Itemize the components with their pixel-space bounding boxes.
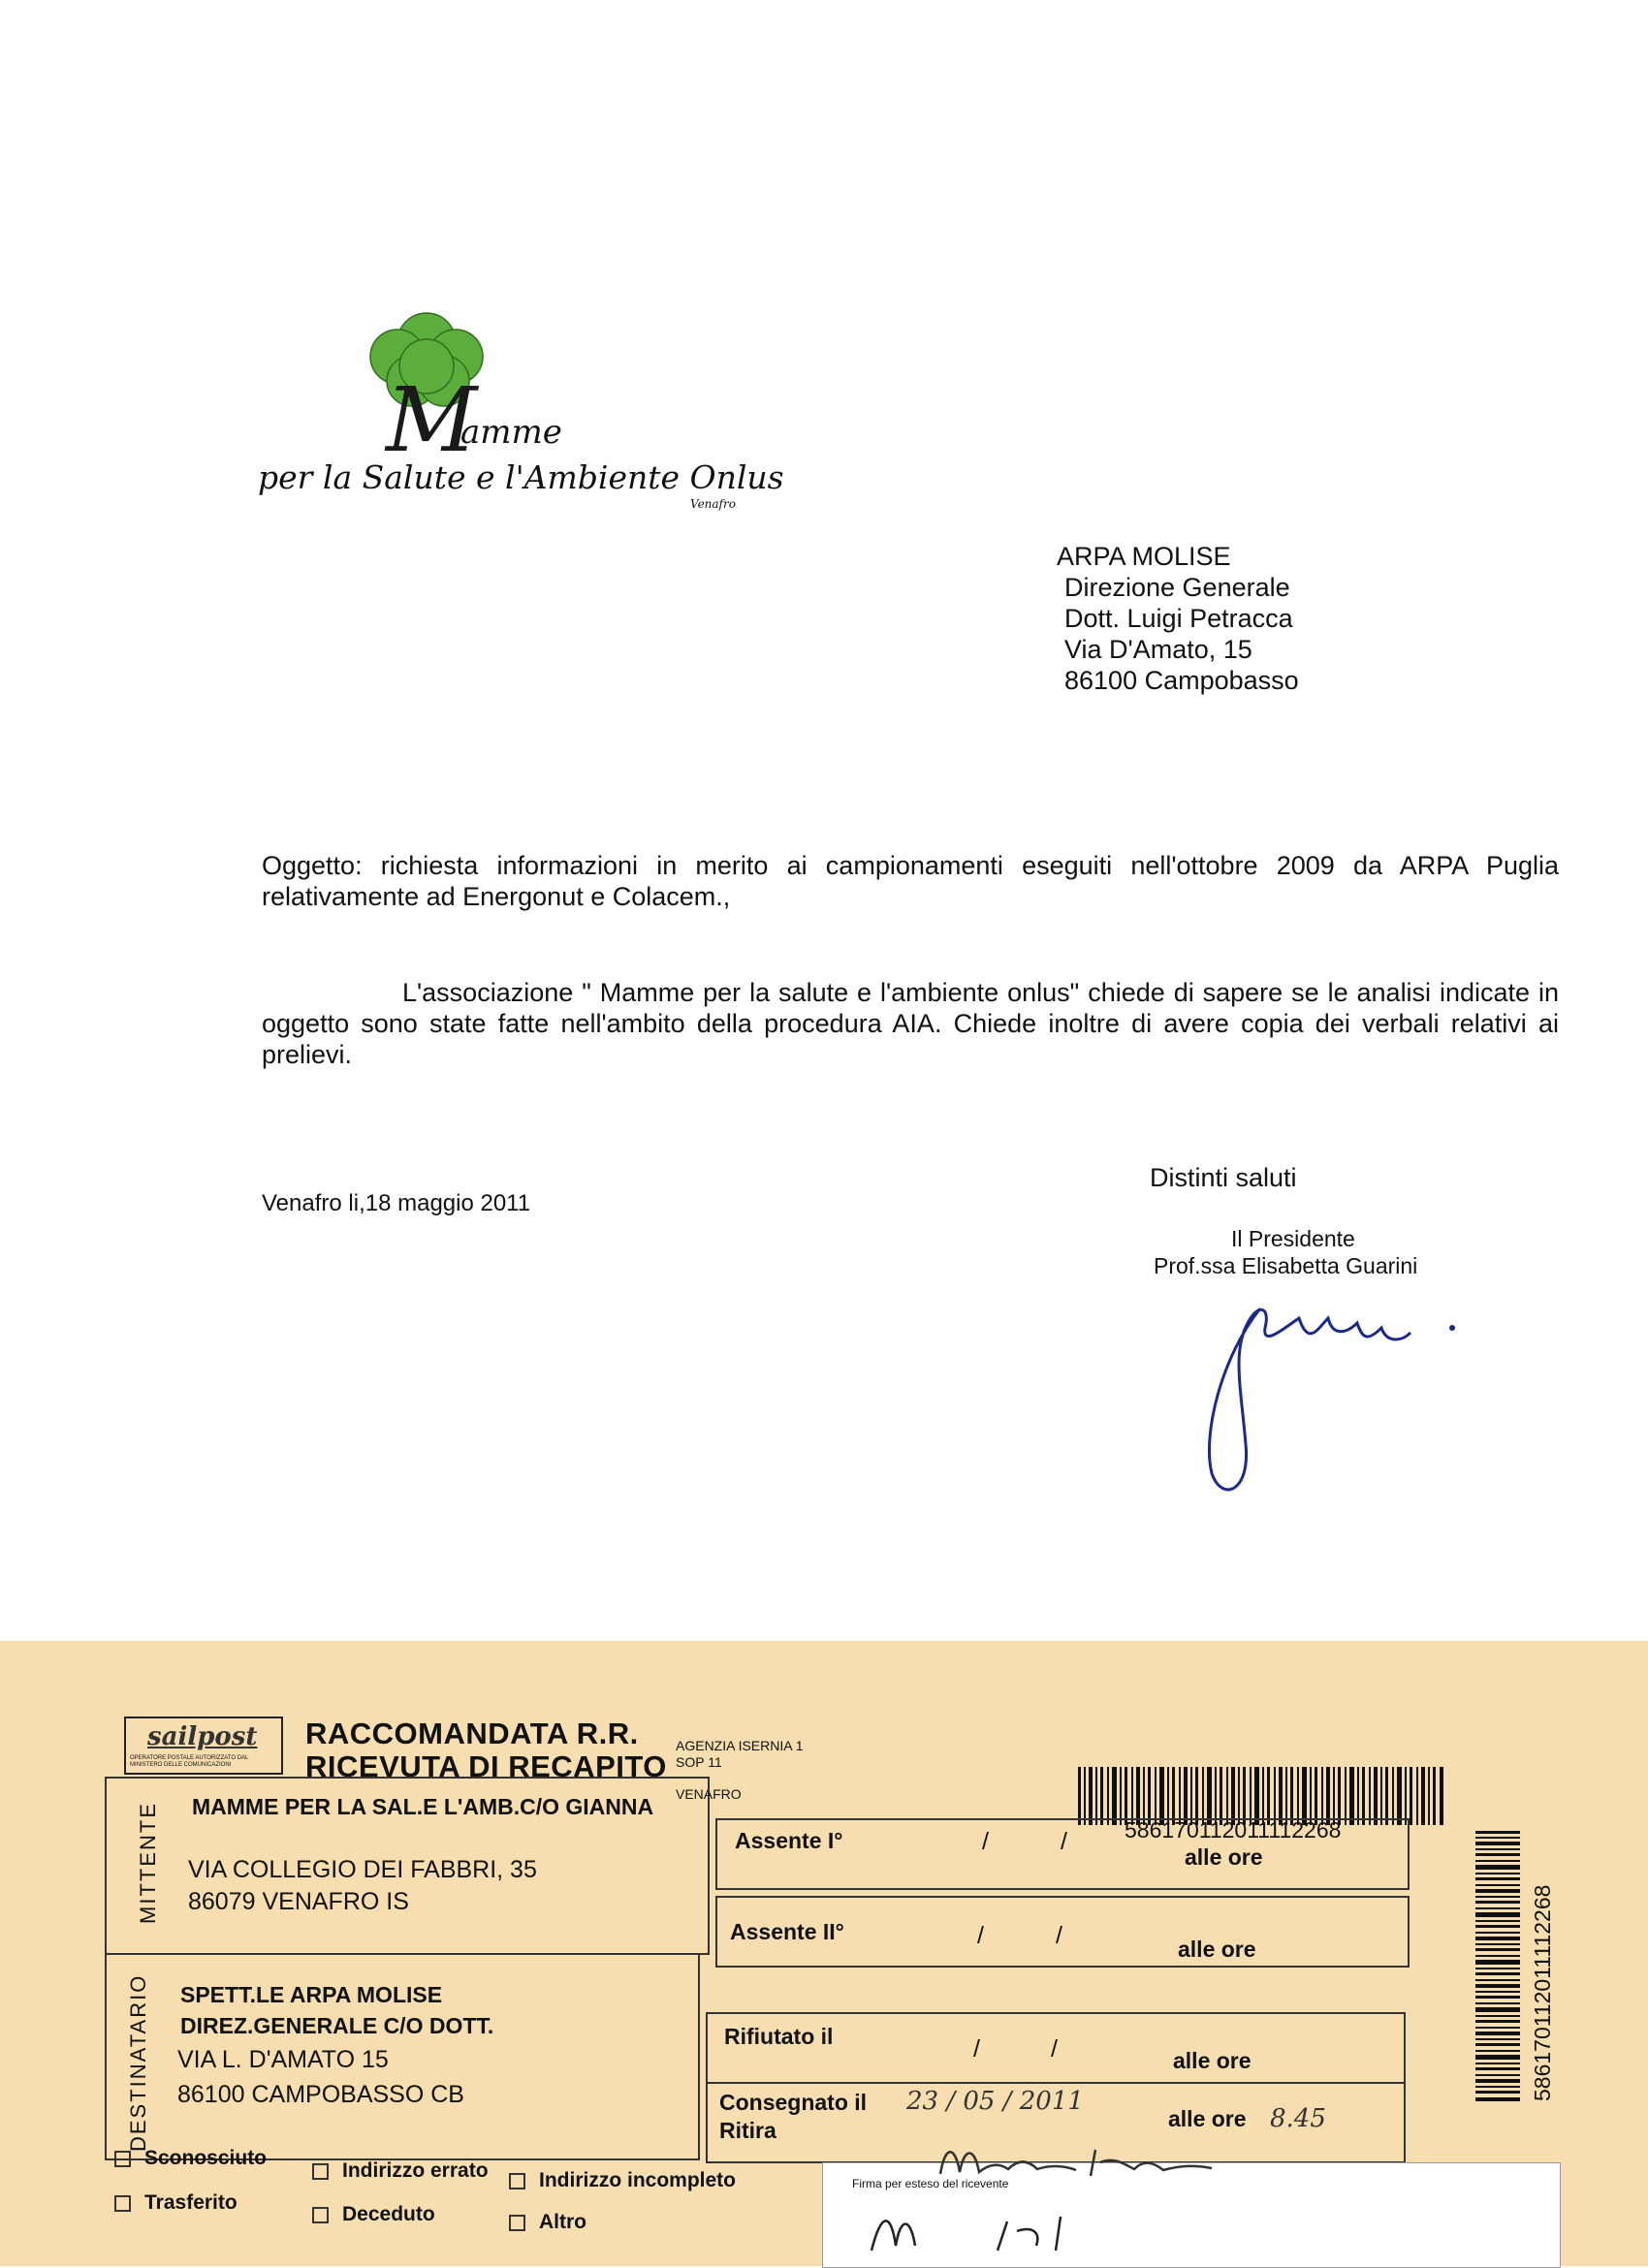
checkbox: [114, 2151, 131, 2167]
sailpost-logo: [124, 1717, 283, 1775]
delivered-time-label: alle ore: [1168, 2106, 1247, 2131]
association-logo: [242, 308, 784, 512]
receipt-subtitle: RICEVUTA DI RECAPITO: [305, 1749, 667, 1783]
letter-body: L'associazione " Mamme per la salute e l'ambiente onlus" chiede di sapere se le analisi indicate in oggetto sono state fatte nell'ambito della procedura AIA. Chiede inoltre di avere copia dei verbali relativi ai prelievi.: [262, 978, 1559, 1069]
checkbox: [114, 2195, 131, 2212]
barcode: [1078, 1767, 1446, 1825]
checkbox: [509, 2173, 525, 2189]
option-transferred: [114, 2191, 238, 2215]
refused-time-label: alle ore: [1173, 2048, 1252, 2073]
pickup-label: Ritira: [719, 2118, 776, 2143]
recipient-line: DIREZ.GENERALE C/O DOTT.: [180, 2013, 494, 2038]
date-slash: /: [1061, 1828, 1067, 1855]
recipient-address: [1057, 541, 1299, 696]
recipient-line: Via D'Amato, 15: [1064, 635, 1252, 664]
letter-closing: Distinti saluti: [1150, 1163, 1297, 1192]
option-label: Sconosciuto: [144, 2147, 268, 2169]
receiver-signature: [862, 2202, 1114, 2260]
letter-subject: Oggetto: richiesta informazioni in merito ai campionamenti eseguiti nell'ottobre 2009 da ARPA Puglia relativamente ad Energonut e Colacem.,: [262, 851, 1559, 911]
recipient-line: VIA L. D'AMATO 15: [177, 2046, 389, 2073]
recipient-line: 86100 Campobasso: [1064, 666, 1299, 695]
recipient-line: 86100 CAMPOBASSO CB: [177, 2081, 464, 2108]
option-label: Indirizzo incompleto: [539, 2169, 736, 2191]
date-slash: /: [1056, 1922, 1062, 1949]
barcode-number: 586170112011112268: [1125, 1817, 1342, 1843]
signature-label: Firma per esteso del ricevente: [852, 2177, 1009, 2190]
agency-line: SOP 11: [676, 1754, 722, 1770]
sender-line: VIA COLLEGIO DEI FABBRI, 35: [188, 1856, 537, 1883]
date-slash: /: [982, 1828, 989, 1855]
signer-name: Prof.ssa Elisabetta Guarini: [1154, 1253, 1418, 1278]
show-through-text: [87, 58, 106, 136]
vertical-barcode: [1475, 1831, 1520, 2102]
recipient-label: DESTINATARIO: [126, 1973, 150, 2152]
sender-label: MITTENTE: [136, 1802, 160, 1924]
option-incomplete-address: [509, 2169, 736, 2192]
brand-name: sailpost: [147, 1722, 258, 1751]
option-label: Altro: [539, 2211, 586, 2233]
attempt1-time-label: alle ore: [1185, 1844, 1263, 1870]
handwritten-signature: [1192, 1289, 1483, 1512]
vertical-barcode-number: 586170112011112268: [1530, 1884, 1555, 2101]
attempt2-label: Assente II°: [730, 1919, 844, 1944]
option-deceased: [312, 2203, 435, 2226]
date-slash: /: [977, 1922, 984, 1949]
checkbox: [509, 2215, 525, 2231]
delivered-time: 8.45: [1270, 2104, 1326, 2133]
refused-label: Rifiutato il: [724, 2024, 834, 2049]
option-wrong-address: [312, 2159, 489, 2183]
recipient-line: Direzione Generale: [1064, 573, 1290, 602]
date-slash: /: [973, 2035, 980, 2063]
signer-role: Il Presidente: [1231, 1226, 1355, 1251]
checkbox: [312, 2163, 329, 2180]
option-unknown: [114, 2147, 267, 2170]
recipient-line: ARPA MOLISE: [1057, 542, 1231, 571]
sender-line: MAMME PER LA SAL.E L'AMB.C/O GIANNA: [192, 1794, 654, 1819]
option-other: [509, 2211, 586, 2234]
recipient-line: Dott. Luigi Petracca: [1064, 604, 1293, 633]
checkbox: [312, 2207, 329, 2223]
attempt2-time-label: alle ore: [1178, 1937, 1256, 1962]
receipt-title: RACCOMANDATA R.R.: [305, 1717, 639, 1750]
brand-note: OPERATORE POSTALE AUTORIZZATO DAL MINISTERO DELLE COMUNICAZIONI: [130, 1755, 249, 1768]
letter-date: Venafro li,18 maggio 2011: [262, 1190, 531, 1216]
date-slash: /: [1051, 2035, 1058, 2063]
delivered-label: Consegnato il: [719, 2090, 868, 2115]
attempt1-label: Assente I°: [735, 1828, 843, 1853]
delivered-date: 23 / 05 / 2011: [906, 2087, 1084, 2116]
option-label: Indirizzo errato: [342, 2159, 489, 2182]
option-label: Trasferito: [144, 2191, 238, 2214]
logo-tagline: per la Salute e l'Ambiente Onlus: [258, 458, 784, 496]
logo-place: Venafro: [690, 497, 736, 511]
logo-word: amme: [460, 413, 562, 452]
registered-mail-receipt: [0, 1641, 1648, 2266]
agency-line: AGENZIA ISERNIA 1: [676, 1738, 804, 1753]
sender-line: 86079 VENAFRO IS: [188, 1888, 409, 1915]
handwritten-name: [931, 2135, 1241, 2184]
recipient-line: SPETT.LE ARPA MOLISE: [180, 1982, 443, 2007]
logo-letter: M: [386, 368, 478, 472]
agency-line: VENAFRO: [676, 1786, 742, 1802]
option-label: Deceduto: [342, 2203, 435, 2225]
